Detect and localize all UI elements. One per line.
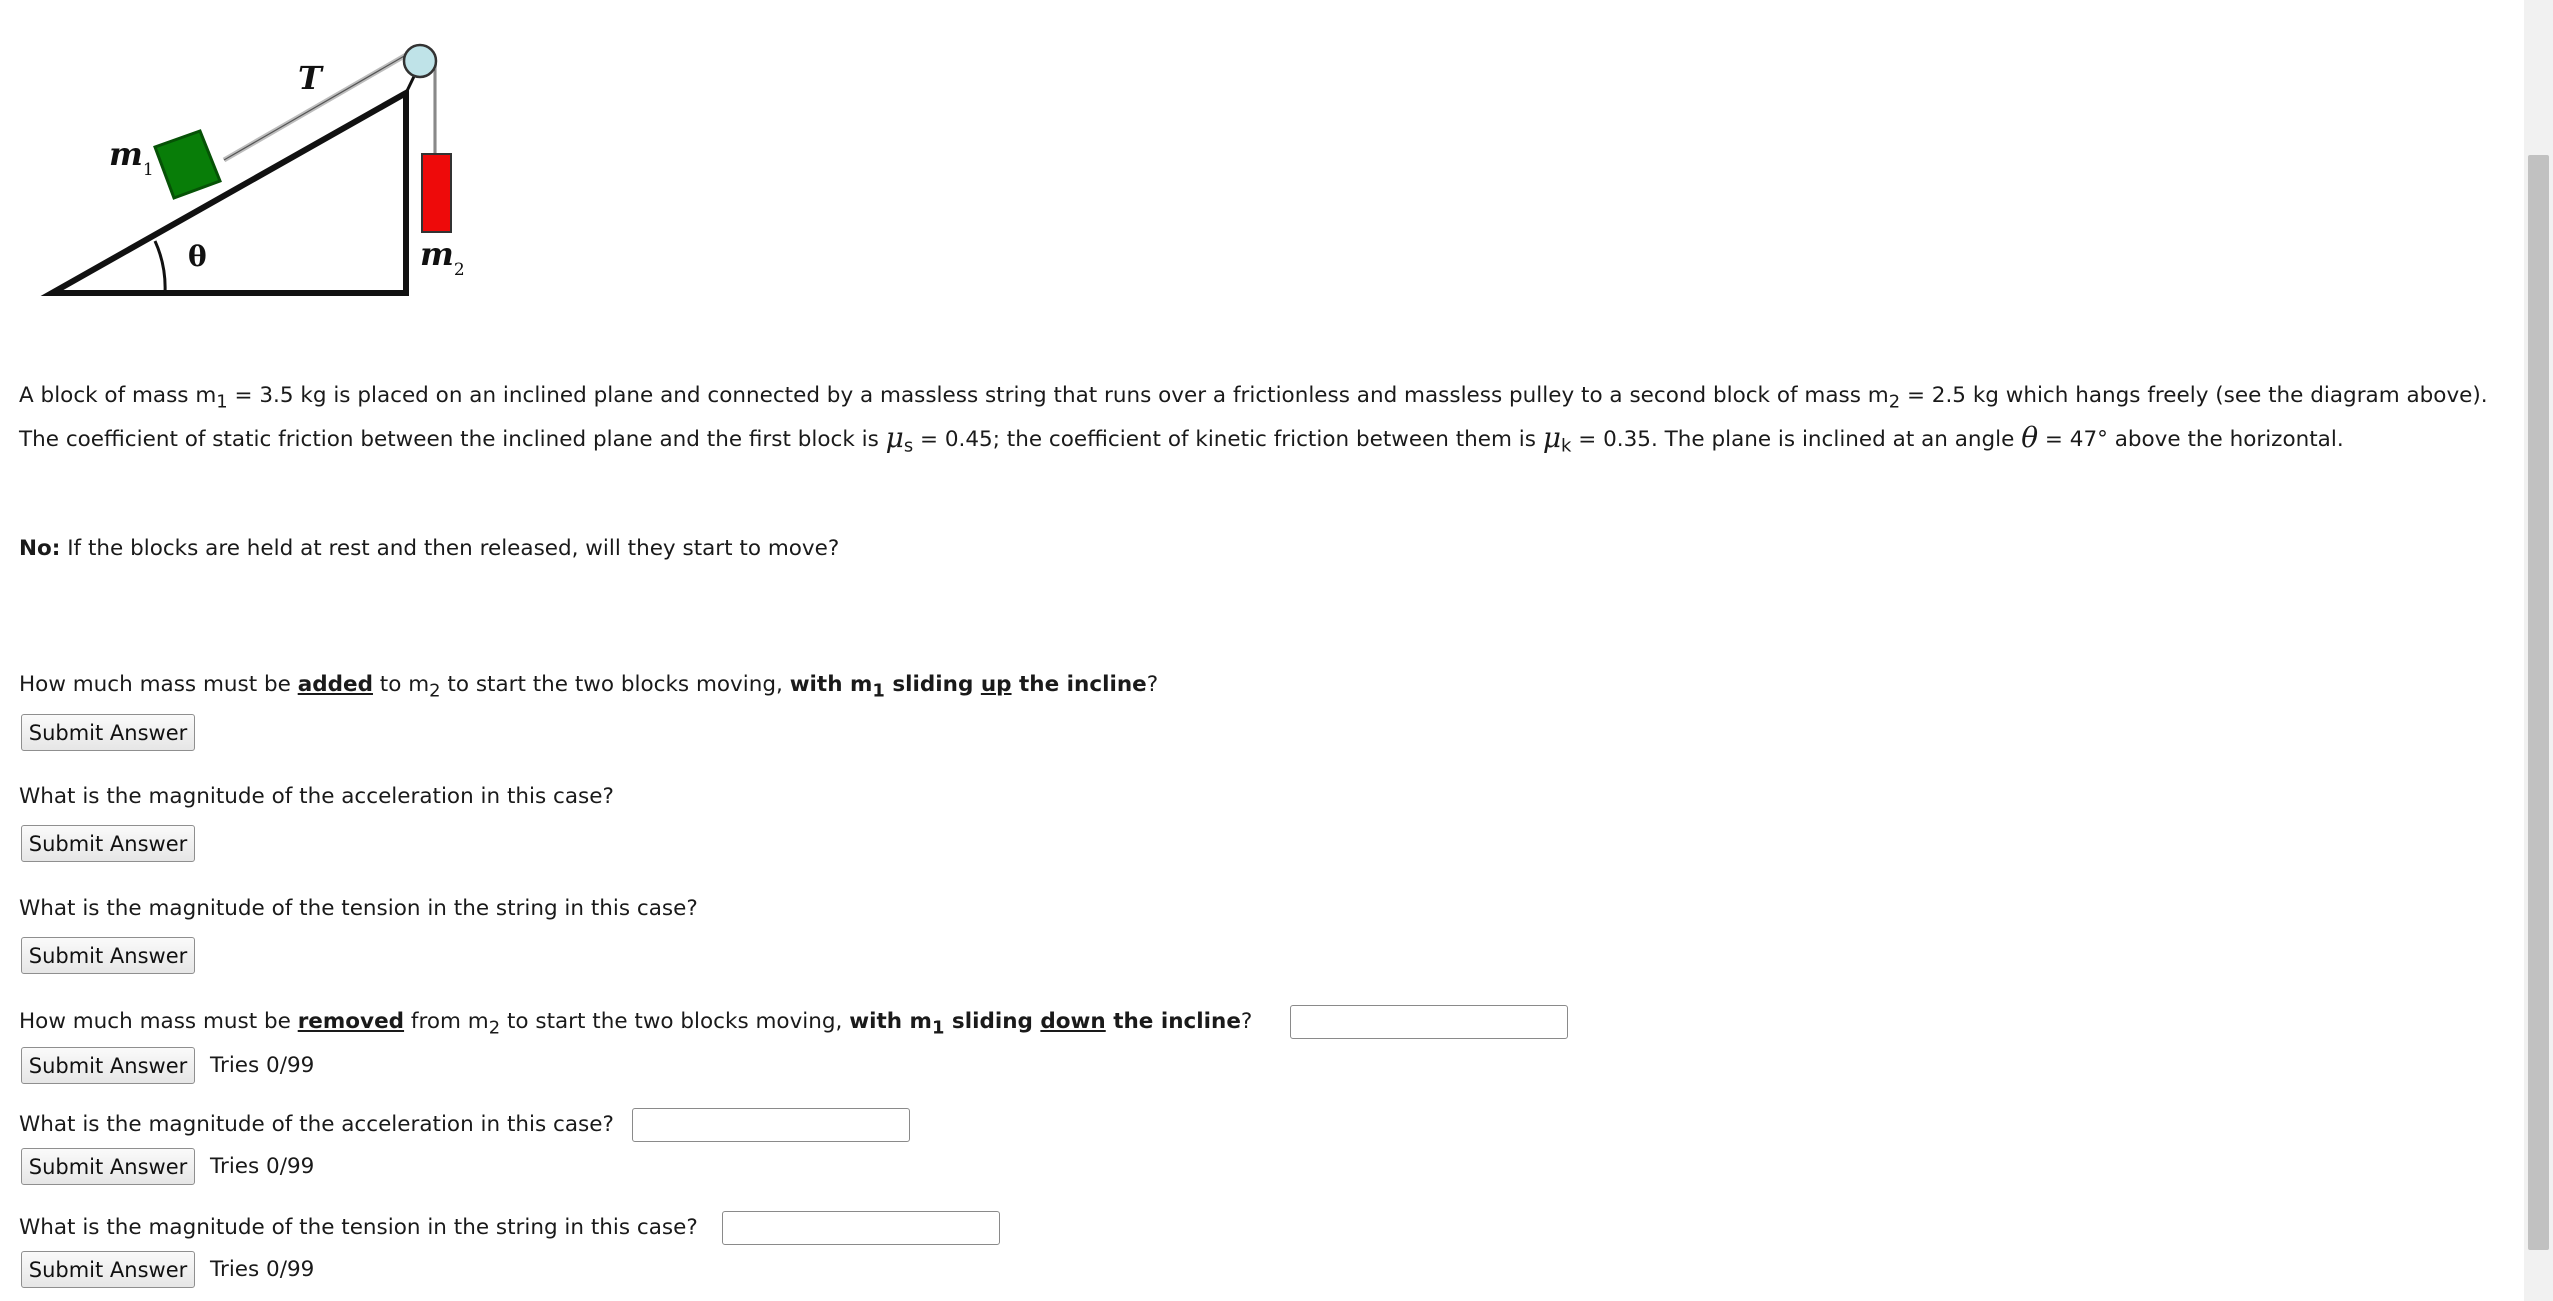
inclined-plane — [52, 93, 406, 293]
tries-counter-q5: Tries 0/99 — [210, 1154, 315, 1179]
answer-input-tension-down[interactable] — [722, 1211, 1000, 1245]
mu-s-symbol: μ — [885, 421, 904, 455]
block-m1 — [155, 131, 220, 198]
incline-pulley-diagram — [40, 38, 480, 308]
answer-no: No: — [19, 536, 61, 561]
pulley — [404, 45, 436, 77]
question-tension-down: What is the magnitude of the tension in the string in this case? — [19, 1215, 698, 1240]
tries-counter-q4: Tries 0/99 — [210, 1053, 315, 1078]
angle-arc — [155, 241, 165, 293]
mu-k-symbol: μ — [1542, 421, 1562, 455]
question-mass-added: How much mass must be added to $m_2$ to start the two blocks moving, with $m_1$ sliding up the incline? — [19, 672, 1159, 702]
vertical-scrollbar[interactable] — [2524, 0, 2553, 1301]
tries-counter-q6: Tries 0/99 — [210, 1257, 315, 1282]
question-will-move: No: If the blocks are held at rest and then released, will they start to move? — [19, 536, 840, 561]
label-m2: $m_2$ — [420, 235, 465, 280]
label-m1: $m_1$ — [109, 135, 154, 180]
label-tension: T — [298, 59, 322, 97]
question-acceleration-down: What is the magnitude of the acceleration in this case? — [19, 1112, 614, 1137]
scrollbar-thumb[interactable] — [2528, 155, 2549, 1250]
question-mass-removed: How much mass must be removed from $m_2$ to start the two blocks moving, with $m_1$ sliding down the incline? — [19, 1009, 1253, 1039]
problem-statement: A block of mass $m_1 = 3.5$ kg is placed on an inclined plane and connected by a massless string that runs over a frictionless and massless pulley to a second block of mass $m_2 = 2.5$ kg which hangs freely (see the diagram above). The coefficient of static friction between the inclined plane and the first block is $\mu_s = 0.45$; the coefficient of kinetic friction between them is $\mu_k = 0.35$. The plane is inclined at an angle θ = 47° above the horizontal. — [19, 383, 2488, 457]
answer-input-mass-removed[interactable] — [1290, 1005, 1568, 1039]
block-m2 — [422, 154, 451, 232]
theta-symbol: θ — [2021, 421, 2039, 455]
answer-input-acceleration-down[interactable] — [632, 1108, 910, 1142]
submit-answer-button-q5[interactable]: Submit Answer — [21, 1148, 195, 1185]
question-acceleration-up: What is the magnitude of the acceleration in this case? — [19, 784, 614, 809]
submit-answer-button-q4[interactable]: Submit Answer — [21, 1047, 195, 1084]
submit-answer-button-q3[interactable]: Submit Answer — [21, 937, 195, 974]
question-tension-up: What is the magnitude of the tension in the string in this case? — [19, 896, 698, 921]
label-angle: θ — [188, 240, 207, 273]
submit-answer-button-q2[interactable]: Submit Answer — [21, 825, 195, 862]
submit-answer-button-q6[interactable]: Submit Answer — [21, 1251, 195, 1288]
submit-answer-button-q1[interactable]: Submit Answer — [21, 714, 195, 751]
